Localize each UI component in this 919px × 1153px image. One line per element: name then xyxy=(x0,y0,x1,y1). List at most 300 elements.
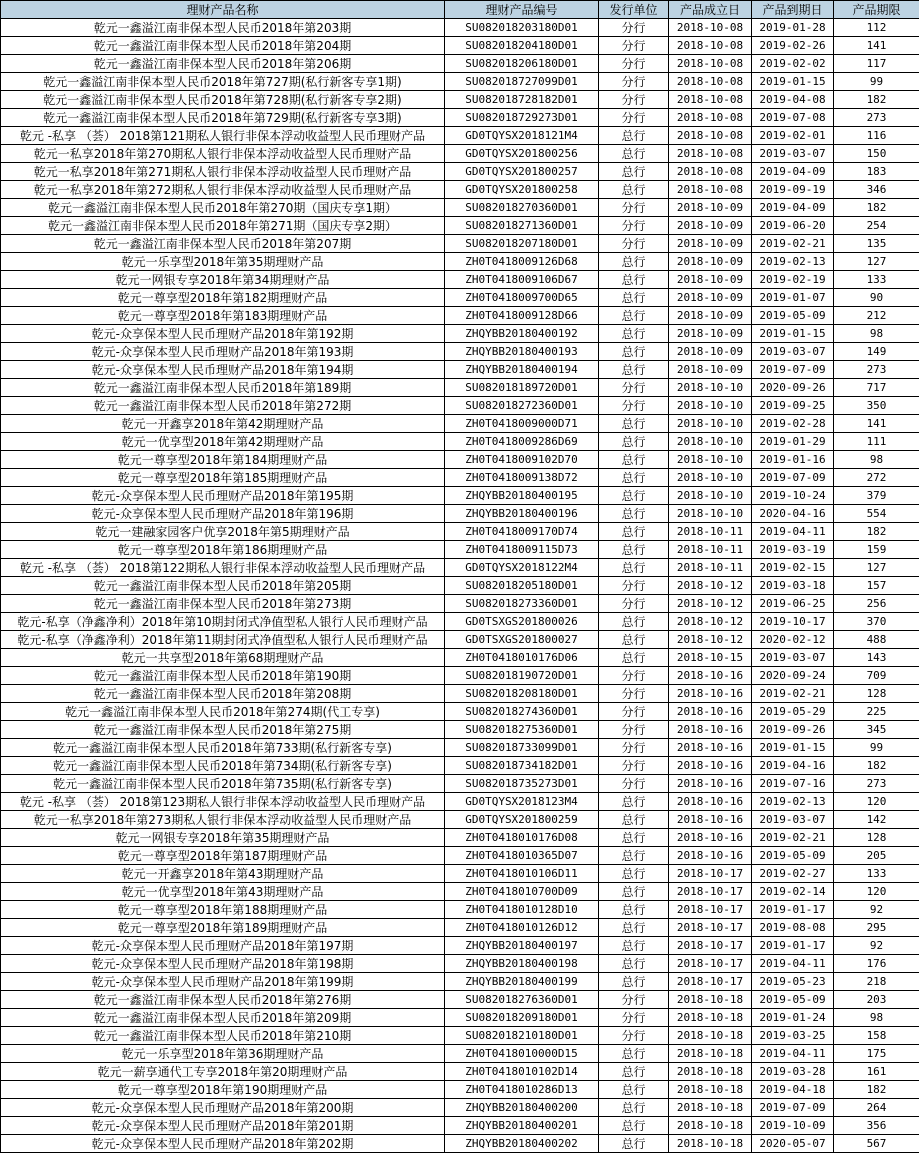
maturity-date-cell[interactable]: 2020-09-24 xyxy=(752,667,834,685)
product-code-cell[interactable]: SU082018209180D01 xyxy=(445,1009,599,1027)
product-name-cell[interactable]: 乾元一优享型2018年第43期理财产品 xyxy=(1,883,445,901)
product-name-cell[interactable]: 乾元一鑫溢江南非保本型人民币2018年第206期 xyxy=(1,55,445,73)
term-cell[interactable]: 150 xyxy=(834,145,919,163)
issuer-cell[interactable]: 分行 xyxy=(599,757,669,775)
term-cell[interactable]: 142 xyxy=(834,811,919,829)
product-name-cell[interactable]: 乾元一鑫溢江南非保本型人民币2018年第271期（国庆专享2期） xyxy=(1,217,445,235)
maturity-date-cell[interactable]: 2019-03-07 xyxy=(752,649,834,667)
maturity-date-cell[interactable]: 2019-08-08 xyxy=(752,919,834,937)
maturity-date-cell[interactable]: 2019-02-01 xyxy=(752,127,834,145)
maturity-date-cell[interactable]: 2019-03-19 xyxy=(752,541,834,559)
start-date-cell[interactable]: 2018-10-08 xyxy=(669,91,752,109)
product-name-cell[interactable]: 乾元一鑫溢江南非保本型人民币2018年第274期(代工专享) xyxy=(1,703,445,721)
term-cell[interactable]: 264 xyxy=(834,1099,919,1117)
product-code-cell[interactable]: GD0TSXGS201800026 xyxy=(445,613,599,631)
start-date-cell[interactable]: 2018-10-08 xyxy=(669,73,752,91)
term-cell[interactable]: 346 xyxy=(834,181,919,199)
product-name-cell[interactable]: 乾元一开鑫享2018年第42期理财产品 xyxy=(1,415,445,433)
term-cell[interactable]: 90 xyxy=(834,289,919,307)
issuer-cell[interactable]: 分行 xyxy=(599,19,669,37)
product-name-cell[interactable]: 乾元一优享型2018年第42期理财产品 xyxy=(1,433,445,451)
term-cell[interactable]: 488 xyxy=(834,631,919,649)
issuer-cell[interactable]: 总行 xyxy=(599,883,669,901)
term-cell[interactable]: 111 xyxy=(834,433,919,451)
issuer-cell[interactable]: 分行 xyxy=(599,577,669,595)
start-date-cell[interactable]: 2018-10-08 xyxy=(669,19,752,37)
product-code-cell[interactable]: ZHQYBB20180400195 xyxy=(445,487,599,505)
product-code-cell[interactable]: ZH0T0418009106D67 xyxy=(445,271,599,289)
term-cell[interactable]: 273 xyxy=(834,775,919,793)
issuer-cell[interactable]: 分行 xyxy=(599,55,669,73)
product-code-cell[interactable]: ZH0T0418010106D11 xyxy=(445,865,599,883)
maturity-date-cell[interactable]: 2019-01-15 xyxy=(752,73,834,91)
product-code-cell[interactable]: SU082018727099D01 xyxy=(445,73,599,91)
product-name-cell[interactable]: 乾元一网银专享2018年第34期理财产品 xyxy=(1,271,445,289)
maturity-date-cell[interactable]: 2019-03-18 xyxy=(752,577,834,595)
start-date-cell[interactable]: 2018-10-09 xyxy=(669,343,752,361)
product-name-cell[interactable]: 乾元一鑫溢江南非保本型人民币2018年第205期 xyxy=(1,577,445,595)
term-cell[interactable]: 256 xyxy=(834,595,919,613)
start-date-cell[interactable]: 2018-10-16 xyxy=(669,793,752,811)
product-code-cell[interactable]: ZH0T0418009126D68 xyxy=(445,253,599,271)
maturity-date-cell[interactable]: 2019-05-29 xyxy=(752,703,834,721)
term-cell[interactable]: 272 xyxy=(834,469,919,487)
product-code-cell[interactable]: GD0TQYSX201800259 xyxy=(445,811,599,829)
maturity-date-cell[interactable]: 2020-04-16 xyxy=(752,505,834,523)
maturity-date-cell[interactable]: 2019-02-15 xyxy=(752,559,834,577)
issuer-cell[interactable]: 总行 xyxy=(599,415,669,433)
start-date-cell[interactable]: 2018-10-16 xyxy=(669,775,752,793)
column-header-product-name[interactable]: 理财产品名称 xyxy=(1,1,445,19)
issuer-cell[interactable]: 总行 xyxy=(599,1117,669,1135)
product-name-cell[interactable]: 乾元一鑫溢江南非保本型人民币2018年第735期(私行新客专享) xyxy=(1,775,445,793)
maturity-date-cell[interactable]: 2019-01-07 xyxy=(752,289,834,307)
issuer-cell[interactable]: 分行 xyxy=(599,397,669,415)
product-name-cell[interactable]: 乾元一鑫溢江南非保本型人民币2018年第733期(私行新客专享) xyxy=(1,739,445,757)
issuer-cell[interactable]: 总行 xyxy=(599,361,669,379)
start-date-cell[interactable]: 2018-10-08 xyxy=(669,127,752,145)
product-code-cell[interactable]: GD0TQYSX201800258 xyxy=(445,181,599,199)
issuer-cell[interactable]: 总行 xyxy=(599,793,669,811)
term-cell[interactable]: 182 xyxy=(834,91,919,109)
term-cell[interactable]: 149 xyxy=(834,343,919,361)
term-cell[interactable]: 175 xyxy=(834,1045,919,1063)
start-date-cell[interactable]: 2018-10-08 xyxy=(669,55,752,73)
start-date-cell[interactable]: 2018-10-16 xyxy=(669,757,752,775)
product-code-cell[interactable]: SU082018272360D01 xyxy=(445,397,599,415)
product-name-cell[interactable]: 乾元-众享保本型人民币理财产品2018年第193期 xyxy=(1,343,445,361)
maturity-date-cell[interactable]: 2019-04-08 xyxy=(752,91,834,109)
maturity-date-cell[interactable]: 2019-01-28 xyxy=(752,19,834,37)
maturity-date-cell[interactable]: 2019-01-15 xyxy=(752,325,834,343)
maturity-date-cell[interactable]: 2019-09-19 xyxy=(752,181,834,199)
maturity-date-cell[interactable]: 2019-05-09 xyxy=(752,307,834,325)
maturity-date-cell[interactable]: 2019-02-14 xyxy=(752,883,834,901)
term-cell[interactable]: 143 xyxy=(834,649,919,667)
maturity-date-cell[interactable]: 2019-04-11 xyxy=(752,523,834,541)
product-code-cell[interactable]: ZH0T0418010176D08 xyxy=(445,829,599,847)
start-date-cell[interactable]: 2018-10-16 xyxy=(669,739,752,757)
start-date-cell[interactable]: 2018-10-15 xyxy=(669,649,752,667)
maturity-date-cell[interactable]: 2019-01-17 xyxy=(752,901,834,919)
product-code-cell[interactable]: GD0TQYSX2018123M4 xyxy=(445,793,599,811)
product-code-cell[interactable]: GD0TQYSX201800256 xyxy=(445,145,599,163)
product-name-cell[interactable]: 乾元一尊享型2018年第183期理财产品 xyxy=(1,307,445,325)
start-date-cell[interactable]: 2018-10-11 xyxy=(669,541,752,559)
issuer-cell[interactable]: 总行 xyxy=(599,325,669,343)
product-name-cell[interactable]: 乾元一共享型2018年第68期理财产品 xyxy=(1,649,445,667)
product-code-cell[interactable]: SU082018733099D01 xyxy=(445,739,599,757)
issuer-cell[interactable]: 分行 xyxy=(599,1027,669,1045)
term-cell[interactable]: 127 xyxy=(834,559,919,577)
term-cell[interactable]: 370 xyxy=(834,613,919,631)
start-date-cell[interactable]: 2018-10-12 xyxy=(669,631,752,649)
issuer-cell[interactable]: 分行 xyxy=(599,235,669,253)
issuer-cell[interactable]: 分行 xyxy=(599,667,669,685)
product-name-cell[interactable]: 乾元-众享保本型人民币理财产品2018年第195期 xyxy=(1,487,445,505)
maturity-date-cell[interactable]: 2019-02-28 xyxy=(752,415,834,433)
start-date-cell[interactable]: 2018-10-17 xyxy=(669,937,752,955)
maturity-date-cell[interactable]: 2019-03-07 xyxy=(752,145,834,163)
start-date-cell[interactable]: 2018-10-17 xyxy=(669,955,752,973)
product-code-cell[interactable]: ZHQYBB20180400192 xyxy=(445,325,599,343)
start-date-cell[interactable]: 2018-10-18 xyxy=(669,1027,752,1045)
issuer-cell[interactable]: 分行 xyxy=(599,991,669,1009)
start-date-cell[interactable]: 2018-10-09 xyxy=(669,289,752,307)
maturity-date-cell[interactable]: 2019-01-15 xyxy=(752,739,834,757)
start-date-cell[interactable]: 2018-10-16 xyxy=(669,829,752,847)
term-cell[interactable]: 161 xyxy=(834,1063,919,1081)
term-cell[interactable]: 141 xyxy=(834,415,919,433)
start-date-cell[interactable]: 2018-10-16 xyxy=(669,811,752,829)
term-cell[interactable]: 182 xyxy=(834,199,919,217)
issuer-cell[interactable]: 总行 xyxy=(599,559,669,577)
start-date-cell[interactable]: 2018-10-18 xyxy=(669,1099,752,1117)
issuer-cell[interactable]: 总行 xyxy=(599,829,669,847)
maturity-date-cell[interactable]: 2019-06-25 xyxy=(752,595,834,613)
column-header-product-code[interactable]: 理财产品编号 xyxy=(445,1,599,19)
term-cell[interactable]: 379 xyxy=(834,487,919,505)
product-code-cell[interactable]: SU082018273360D01 xyxy=(445,595,599,613)
product-name-cell[interactable]: 乾元一私享2018年第270期私人银行非保本浮动收益型人民币理财产品 xyxy=(1,145,445,163)
product-name-cell[interactable]: 乾元一尊享型2018年第188期理财产品 xyxy=(1,901,445,919)
product-name-cell[interactable]: 乾元一鑫溢江南非保本型人民币2018年第203期 xyxy=(1,19,445,37)
product-code-cell[interactable]: GD0TQYSX2018122M4 xyxy=(445,559,599,577)
product-name-cell[interactable]: 乾元一鑫溢江南非保本型人民币2018年第729期(私行新客专享3期) xyxy=(1,109,445,127)
product-code-cell[interactable]: SU082018205180D01 xyxy=(445,577,599,595)
product-name-cell[interactable]: 乾元一尊享型2018年第186期理财产品 xyxy=(1,541,445,559)
product-name-cell[interactable]: 乾元一建融家园客户优享2018年第5期理财产品 xyxy=(1,523,445,541)
product-code-cell[interactable]: SU082018189720D01 xyxy=(445,379,599,397)
product-code-cell[interactable]: SU082018735273D01 xyxy=(445,775,599,793)
product-name-cell[interactable]: 乾元一私享2018年第273期私人银行非保本浮动收益型人民币理财产品 xyxy=(1,811,445,829)
maturity-date-cell[interactable]: 2019-03-07 xyxy=(752,343,834,361)
column-header-maturity-date[interactable]: 产品到期日 xyxy=(752,1,834,19)
maturity-date-cell[interactable]: 2019-01-29 xyxy=(752,433,834,451)
maturity-date-cell[interactable]: 2019-09-26 xyxy=(752,721,834,739)
product-name-cell[interactable]: 乾元一鑫溢江南非保本型人民币2018年第276期 xyxy=(1,991,445,1009)
term-cell[interactable]: 128 xyxy=(834,829,919,847)
start-date-cell[interactable]: 2018-10-09 xyxy=(669,271,752,289)
product-code-cell[interactable]: ZH0T0418010126D12 xyxy=(445,919,599,937)
issuer-cell[interactable]: 分行 xyxy=(599,685,669,703)
term-cell[interactable]: 176 xyxy=(834,955,919,973)
product-name-cell[interactable]: 乾元一尊享型2018年第187期理财产品 xyxy=(1,847,445,865)
term-cell[interactable]: 709 xyxy=(834,667,919,685)
issuer-cell[interactable]: 总行 xyxy=(599,253,669,271)
product-name-cell[interactable]: 乾元一鑫溢江南非保本型人民币2018年第727期(私行新客专享1期) xyxy=(1,73,445,91)
start-date-cell[interactable]: 2018-10-08 xyxy=(669,109,752,127)
term-cell[interactable]: 133 xyxy=(834,865,919,883)
start-date-cell[interactable]: 2018-10-10 xyxy=(669,487,752,505)
start-date-cell[interactable]: 2018-10-09 xyxy=(669,235,752,253)
start-date-cell[interactable]: 2018-10-08 xyxy=(669,163,752,181)
product-code-cell[interactable]: GD0TSXGS201800027 xyxy=(445,631,599,649)
issuer-cell[interactable]: 分行 xyxy=(599,775,669,793)
term-cell[interactable]: 112 xyxy=(834,19,919,37)
issuer-cell[interactable]: 总行 xyxy=(599,973,669,991)
product-code-cell[interactable]: ZHQYBB20180400199 xyxy=(445,973,599,991)
product-code-cell[interactable]: ZHQYBB20180400201 xyxy=(445,1117,599,1135)
product-code-cell[interactable]: ZH0T0418009115D73 xyxy=(445,541,599,559)
issuer-cell[interactable]: 总行 xyxy=(599,1063,669,1081)
start-date-cell[interactable]: 2018-10-11 xyxy=(669,523,752,541)
product-name-cell[interactable]: 乾元一私享2018年第271期私人银行非保本浮动收益型人民币理财产品 xyxy=(1,163,445,181)
start-date-cell[interactable]: 2018-10-09 xyxy=(669,307,752,325)
issuer-cell[interactable]: 总行 xyxy=(599,469,669,487)
issuer-cell[interactable]: 分行 xyxy=(599,37,669,55)
start-date-cell[interactable]: 2018-10-18 xyxy=(669,1081,752,1099)
maturity-date-cell[interactable]: 2019-06-20 xyxy=(752,217,834,235)
start-date-cell[interactable]: 2018-10-17 xyxy=(669,973,752,991)
start-date-cell[interactable]: 2018-10-17 xyxy=(669,901,752,919)
maturity-date-cell[interactable]: 2019-09-25 xyxy=(752,397,834,415)
term-cell[interactable]: 99 xyxy=(834,73,919,91)
start-date-cell[interactable]: 2018-10-09 xyxy=(669,253,752,271)
issuer-cell[interactable]: 分行 xyxy=(599,739,669,757)
product-code-cell[interactable]: SU082018207180D01 xyxy=(445,235,599,253)
start-date-cell[interactable]: 2018-10-16 xyxy=(669,667,752,685)
issuer-cell[interactable]: 总行 xyxy=(599,343,669,361)
start-date-cell[interactable]: 2018-10-18 xyxy=(669,1045,752,1063)
maturity-date-cell[interactable]: 2019-02-26 xyxy=(752,37,834,55)
product-code-cell[interactable]: SU082018208180D01 xyxy=(445,685,599,703)
maturity-date-cell[interactable]: 2020-09-26 xyxy=(752,379,834,397)
product-code-cell[interactable]: ZHQYBB20180400198 xyxy=(445,955,599,973)
column-header-issuer[interactable]: 发行单位 xyxy=(599,1,669,19)
product-code-cell[interactable]: ZHQYBB20180400200 xyxy=(445,1099,599,1117)
column-header-start-date[interactable]: 产品成立日 xyxy=(669,1,752,19)
product-code-cell[interactable]: ZHQYBB20180400197 xyxy=(445,937,599,955)
issuer-cell[interactable]: 分行 xyxy=(599,109,669,127)
issuer-cell[interactable]: 分行 xyxy=(599,1009,669,1027)
product-name-cell[interactable]: 乾元一薪享通代工专享2018年第20期理财产品 xyxy=(1,1063,445,1081)
product-name-cell[interactable]: 乾元一鑫溢江南非保本型人民币2018年第207期 xyxy=(1,235,445,253)
start-date-cell[interactable]: 2018-10-10 xyxy=(669,433,752,451)
term-cell[interactable]: 159 xyxy=(834,541,919,559)
term-cell[interactable]: 295 xyxy=(834,919,919,937)
term-cell[interactable]: 225 xyxy=(834,703,919,721)
term-cell[interactable]: 273 xyxy=(834,361,919,379)
term-cell[interactable]: 182 xyxy=(834,757,919,775)
term-cell[interactable]: 133 xyxy=(834,271,919,289)
maturity-date-cell[interactable]: 2019-03-25 xyxy=(752,1027,834,1045)
product-code-cell[interactable]: SU082018734182D01 xyxy=(445,757,599,775)
start-date-cell[interactable]: 2018-10-16 xyxy=(669,685,752,703)
product-code-cell[interactable]: ZH0T0418009102D70 xyxy=(445,451,599,469)
start-date-cell[interactable]: 2018-10-17 xyxy=(669,883,752,901)
maturity-date-cell[interactable]: 2019-07-09 xyxy=(752,469,834,487)
maturity-date-cell[interactable]: 2019-04-11 xyxy=(752,955,834,973)
issuer-cell[interactable]: 总行 xyxy=(599,811,669,829)
start-date-cell[interactable]: 2018-10-09 xyxy=(669,325,752,343)
issuer-cell[interactable]: 总行 xyxy=(599,181,669,199)
column-header-term[interactable]: 产品期限 xyxy=(834,1,919,19)
maturity-date-cell[interactable]: 2019-04-09 xyxy=(752,163,834,181)
issuer-cell[interactable]: 分行 xyxy=(599,91,669,109)
maturity-date-cell[interactable]: 2019-10-09 xyxy=(752,1117,834,1135)
start-date-cell[interactable]: 2018-10-09 xyxy=(669,199,752,217)
product-name-cell[interactable]: 乾元一尊享型2018年第185期理财产品 xyxy=(1,469,445,487)
start-date-cell[interactable]: 2018-10-16 xyxy=(669,703,752,721)
product-code-cell[interactable]: ZH0T0418010700D09 xyxy=(445,883,599,901)
product-code-cell[interactable]: SU082018206180D01 xyxy=(445,55,599,73)
product-code-cell[interactable]: SU082018274360D01 xyxy=(445,703,599,721)
product-name-cell[interactable]: 乾元一尊享型2018年第189期理财产品 xyxy=(1,919,445,937)
product-code-cell[interactable]: SU082018203180D01 xyxy=(445,19,599,37)
term-cell[interactable]: 254 xyxy=(834,217,919,235)
issuer-cell[interactable]: 总行 xyxy=(599,289,669,307)
issuer-cell[interactable]: 总行 xyxy=(599,505,669,523)
maturity-date-cell[interactable]: 2019-07-09 xyxy=(752,1099,834,1117)
issuer-cell[interactable]: 总行 xyxy=(599,127,669,145)
maturity-date-cell[interactable]: 2019-01-17 xyxy=(752,937,834,955)
product-name-cell[interactable]: 乾元一乐享型2018年第36期理财产品 xyxy=(1,1045,445,1063)
issuer-cell[interactable]: 总行 xyxy=(599,451,669,469)
product-name-cell[interactable]: 乾元-众享保本型人民币理财产品2018年第201期 xyxy=(1,1117,445,1135)
product-name-cell[interactable]: 乾元一鑫溢江南非保本型人民币2018年第734期(私行新客专享) xyxy=(1,757,445,775)
start-date-cell[interactable]: 2018-10-10 xyxy=(669,451,752,469)
issuer-cell[interactable]: 分行 xyxy=(599,199,669,217)
maturity-date-cell[interactable]: 2019-07-09 xyxy=(752,361,834,379)
product-code-cell[interactable]: ZHQYBB20180400193 xyxy=(445,343,599,361)
product-name-cell[interactable]: 乾元-众享保本型人民币理财产品2018年第196期 xyxy=(1,505,445,523)
product-name-cell[interactable]: 乾元一鑫溢江南非保本型人民币2018年第275期 xyxy=(1,721,445,739)
start-date-cell[interactable]: 2018-10-12 xyxy=(669,595,752,613)
start-date-cell[interactable]: 2018-10-18 xyxy=(669,1117,752,1135)
term-cell[interactable]: 273 xyxy=(834,109,919,127)
start-date-cell[interactable]: 2018-10-10 xyxy=(669,469,752,487)
start-date-cell[interactable]: 2018-10-11 xyxy=(669,559,752,577)
term-cell[interactable]: 554 xyxy=(834,505,919,523)
product-code-cell[interactable]: ZHQYBB20180400194 xyxy=(445,361,599,379)
issuer-cell[interactable]: 总行 xyxy=(599,613,669,631)
issuer-cell[interactable]: 总行 xyxy=(599,307,669,325)
term-cell[interactable]: 203 xyxy=(834,991,919,1009)
maturity-date-cell[interactable]: 2019-02-19 xyxy=(752,271,834,289)
product-name-cell[interactable]: 乾元一鑫溢江南非保本型人民币2018年第209期 xyxy=(1,1009,445,1027)
term-cell[interactable]: 92 xyxy=(834,937,919,955)
start-date-cell[interactable]: 2018-10-17 xyxy=(669,919,752,937)
product-code-cell[interactable]: ZH0T0418009700D65 xyxy=(445,289,599,307)
product-name-cell[interactable]: 乾元一鑫溢江南非保本型人民币2018年第210期 xyxy=(1,1027,445,1045)
issuer-cell[interactable]: 总行 xyxy=(599,937,669,955)
product-code-cell[interactable]: ZH0T0418010128D10 xyxy=(445,901,599,919)
product-code-cell[interactable]: ZH0T0418009170D74 xyxy=(445,523,599,541)
issuer-cell[interactable]: 总行 xyxy=(599,631,669,649)
start-date-cell[interactable]: 2018-10-17 xyxy=(669,865,752,883)
issuer-cell[interactable]: 总行 xyxy=(599,847,669,865)
issuer-cell[interactable]: 总行 xyxy=(599,919,669,937)
issuer-cell[interactable]: 总行 xyxy=(599,145,669,163)
product-name-cell[interactable]: 乾元一私享2018年第272期私人银行非保本浮动收益型人民币理财产品 xyxy=(1,181,445,199)
issuer-cell[interactable]: 总行 xyxy=(599,541,669,559)
start-date-cell[interactable]: 2018-10-16 xyxy=(669,721,752,739)
product-name-cell[interactable]: 乾元 -私享 （荟） 2018第122期私人银行非保本浮动收益型人民币理财产品 xyxy=(1,559,445,577)
term-cell[interactable]: 98 xyxy=(834,451,919,469)
product-code-cell[interactable]: ZH0T0418010286D13 xyxy=(445,1081,599,1099)
issuer-cell[interactable]: 分行 xyxy=(599,595,669,613)
product-name-cell[interactable]: 乾元 -私享 （荟） 2018第123期私人银行非保本浮动收益型人民币理财产品 xyxy=(1,793,445,811)
start-date-cell[interactable]: 2018-10-08 xyxy=(669,145,752,163)
product-code-cell[interactable]: ZH0T0418009286D69 xyxy=(445,433,599,451)
product-code-cell[interactable]: SU082018271360D01 xyxy=(445,217,599,235)
maturity-date-cell[interactable]: 2019-02-27 xyxy=(752,865,834,883)
start-date-cell[interactable]: 2018-10-08 xyxy=(669,37,752,55)
term-cell[interactable]: 135 xyxy=(834,235,919,253)
term-cell[interactable]: 120 xyxy=(834,793,919,811)
product-name-cell[interactable]: 乾元一鑫溢江南非保本型人民币2018年第190期 xyxy=(1,667,445,685)
start-date-cell[interactable]: 2018-10-10 xyxy=(669,397,752,415)
start-date-cell[interactable]: 2018-10-18 xyxy=(669,1009,752,1027)
maturity-date-cell[interactable]: 2019-02-21 xyxy=(752,685,834,703)
product-name-cell[interactable]: 乾元-众享保本型人民币理财产品2018年第197期 xyxy=(1,937,445,955)
issuer-cell[interactable]: 总行 xyxy=(599,865,669,883)
term-cell[interactable]: 218 xyxy=(834,973,919,991)
maturity-date-cell[interactable]: 2019-03-07 xyxy=(752,811,834,829)
start-date-cell[interactable]: 2018-10-18 xyxy=(669,1135,752,1153)
product-name-cell[interactable]: 乾元一鑫溢江南非保本型人民币2018年第270期（国庆专享1期） xyxy=(1,199,445,217)
maturity-date-cell[interactable]: 2019-03-28 xyxy=(752,1063,834,1081)
maturity-date-cell[interactable]: 2019-02-02 xyxy=(752,55,834,73)
maturity-date-cell[interactable]: 2020-02-12 xyxy=(752,631,834,649)
product-code-cell[interactable]: ZH0T0418009138D72 xyxy=(445,469,599,487)
maturity-date-cell[interactable]: 2019-04-11 xyxy=(752,1045,834,1063)
product-name-cell[interactable]: 乾元-众享保本型人民币理财产品2018年第194期 xyxy=(1,361,445,379)
start-date-cell[interactable]: 2018-10-18 xyxy=(669,1063,752,1081)
product-name-cell[interactable]: 乾元一鑫溢江南非保本型人民币2018年第728期(私行新客专享2期) xyxy=(1,91,445,109)
start-date-cell[interactable]: 2018-10-09 xyxy=(669,217,752,235)
product-name-cell[interactable]: 乾元一尊享型2018年第182期理财产品 xyxy=(1,289,445,307)
maturity-date-cell[interactable]: 2019-10-24 xyxy=(752,487,834,505)
product-code-cell[interactable]: SU082018728182D01 xyxy=(445,91,599,109)
term-cell[interactable]: 98 xyxy=(834,325,919,343)
start-date-cell[interactable]: 2018-10-10 xyxy=(669,505,752,523)
maturity-date-cell[interactable]: 2019-02-21 xyxy=(752,235,834,253)
maturity-date-cell[interactable]: 2019-07-08 xyxy=(752,109,834,127)
maturity-date-cell[interactable]: 2019-02-13 xyxy=(752,253,834,271)
product-name-cell[interactable]: 乾元一乐享型2018年第35期理财产品 xyxy=(1,253,445,271)
term-cell[interactable]: 92 xyxy=(834,901,919,919)
term-cell[interactable]: 116 xyxy=(834,127,919,145)
product-code-cell[interactable]: SU082018190720D01 xyxy=(445,667,599,685)
start-date-cell[interactable]: 2018-10-09 xyxy=(669,361,752,379)
maturity-date-cell[interactable]: 2019-05-09 xyxy=(752,847,834,865)
product-code-cell[interactable]: ZH0T0418010000D15 xyxy=(445,1045,599,1063)
issuer-cell[interactable]: 分行 xyxy=(599,721,669,739)
term-cell[interactable]: 98 xyxy=(834,1009,919,1027)
issuer-cell[interactable]: 总行 xyxy=(599,649,669,667)
